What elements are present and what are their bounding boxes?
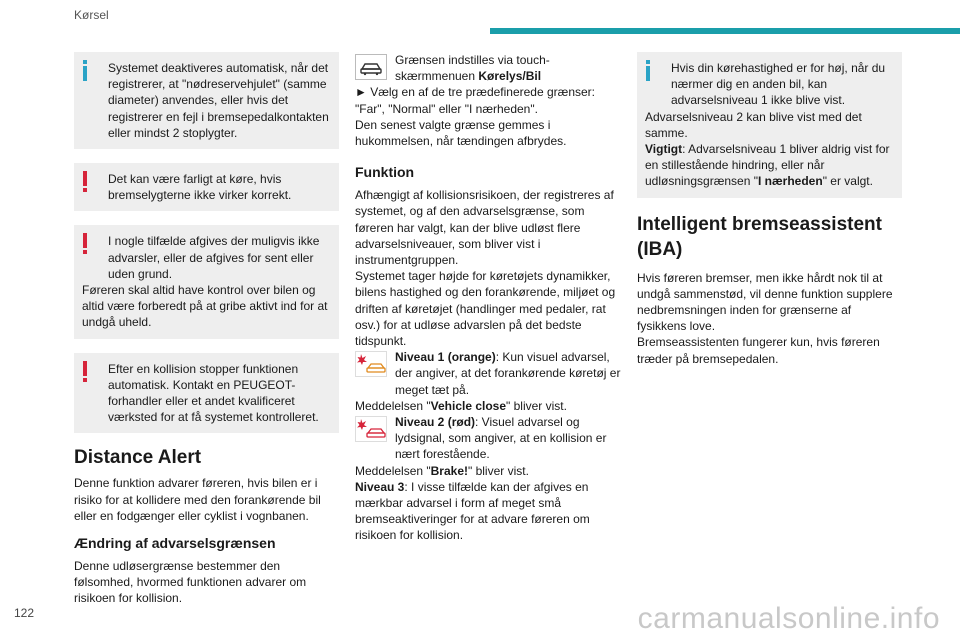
level-1-item <box>355 349 623 398</box>
message-text: " bliver vist. <box>506 398 567 413</box>
notice-text: Advarselsniveau 2 kan blive vist med det samme. <box>645 109 862 140</box>
notice-emphasis: I nærheden <box>758 174 823 189</box>
notice-text: " er valgt. <box>822 174 873 189</box>
function-desc: Afhængigt af kollisionsrisikoen, der registreres af systemet, og af den advarselsgrænse, som føreren har valgt, kan der blive udløst flere advarselsniveauer, som bliver vist i instrumentgruppen. <box>355 188 614 268</box>
level-text: : Visuel advarsel og lydsignal, som angiver, at en kollision er nært forestående. <box>395 415 607 462</box>
message-text: Meddelelsen " <box>355 463 431 478</box>
header-title: Kørsel <box>74 8 109 22</box>
section-heading: Distance Alert <box>74 447 202 469</box>
notice-text: Systemet deaktiveres automatisk, når det registrerer, at "nødreservehjulet" (samme diameter) anvendes, eller hvis det registrerer en fejl i bremsepedalkontakten eller mindst 2 stoplygter. <box>108 61 329 140</box>
notice-emphasis: Vigtigt <box>645 142 683 157</box>
level-text: : Kun visuel advarsel, der angiver, at det forankørende køretøj er meget tæt på. <box>395 350 621 397</box>
subsection-heading: Funktion <box>355 164 415 181</box>
car-outline-icon <box>355 54 387 80</box>
notice-text: : Advarselsniveau 1 bliver aldrig vist for en stillestående hindring, eller når udløsningsgrænsen " <box>645 142 890 189</box>
notice-text: Det kan være farligt at køre, hvis bremselygterne ikke virker korrekt. <box>108 172 292 203</box>
message-name: Vehicle close <box>430 398 507 413</box>
message-name: Brake! <box>430 463 468 478</box>
level-label: Niveau 1 (orange) <box>395 350 496 365</box>
level-text: : I visse tilfælde kan der afgives en mærkbar advarsel i form af meget små bremseaktiveringer for at advare føreren om risikoen for kollision. <box>355 479 590 543</box>
subsection-heading: Ændring af advarselsgrænsen <box>74 535 276 552</box>
page-number: 122 <box>14 606 35 620</box>
notice-text: Efter en kollision stopper funktionen automatisk. Kontakt en PEUGEOT-forhandler eller et andet kvalificeret værksted for at få systemet kontrolleret. <box>108 361 319 425</box>
info-notice <box>74 52 339 149</box>
level-2-item <box>355 414 623 463</box>
touch-text: Grænsen indstilles via touch-skærmmenuen <box>395 53 550 84</box>
column-left <box>74 52 339 607</box>
menu-separator: / <box>522 69 526 84</box>
subsection-text: Denne udløsergrænse bestemmer den følsomhed, hvormed funktionen advarer om risikoen for kollision. <box>74 559 307 606</box>
header-accent-bar <box>490 28 960 34</box>
touch-menu-instruction <box>355 52 623 84</box>
info-notice <box>637 52 902 198</box>
watermark: carmanualsonline.info <box>637 602 940 635</box>
notice-text: Føreren skal altid have kontrol over bilen og altid være forberedt på at gribe aktivt ind for at undgå uheld. <box>82 283 328 330</box>
level-label: Niveau 2 (rød) <box>395 415 476 430</box>
menu-name: Bil <box>525 69 542 84</box>
section-heading: Intelligent bremseassistent (IBA) <box>637 213 882 260</box>
warning-notice <box>74 225 339 338</box>
collision-alert-icon <box>355 351 387 377</box>
level-label: Niveau 3 <box>355 479 405 494</box>
message-text: Meddelelsen " <box>355 398 431 413</box>
message-text: " bliver vist. <box>468 463 529 478</box>
choose-instruction: ► Vælg en af de tre prædefinerede grænser: "Far", "Normal" eller "I nærheden". <box>355 85 596 116</box>
section-intro: Denne funktion advarer føreren, hvis bilen er i risiko for at kollidere med den forankørende bil eller en fodgænger eller cyklist i vognbanen. <box>74 476 321 523</box>
memory-note: Den senest valgte grænse gemmes i hukommelsen, når tændingen afbrydes. <box>355 117 567 149</box>
notice-text: Hvis din kørehastighed er for høj, når du nærmer dig en anden bil, kan advarselsniveau 1 ikke blive vist. <box>671 61 886 108</box>
section-text: Hvis føreren bremser, men ikke hårdt nok til at undgå sammenstød, vil denne funktion supplere nedbremsningen inden for grænserne af fysikkens love. <box>637 270 893 334</box>
warning-notice <box>74 163 339 211</box>
notice-text: I nogle tilfælde afgives der muligvis ikke advarsler, eller de afgives for sent eller uden grund. <box>108 234 320 281</box>
warning-notice <box>74 353 339 434</box>
section-text: Bremseassistenten fungerer kun, hvis føreren træder på bremsepedalen. <box>637 335 880 366</box>
collision-alert-icon <box>355 416 387 442</box>
column-right <box>637 52 902 367</box>
menu-name: Kørelys <box>478 69 523 84</box>
function-desc: Systemet tager højde for køretøjets dynamikker, bilens hastighed og den forankørende, miljøet og driften af køretøjet (handlinger med pedaler, rat osv.) for at udløse advarslen på det bedste tidspunkt. <box>355 269 616 349</box>
column-middle <box>355 52 623 544</box>
